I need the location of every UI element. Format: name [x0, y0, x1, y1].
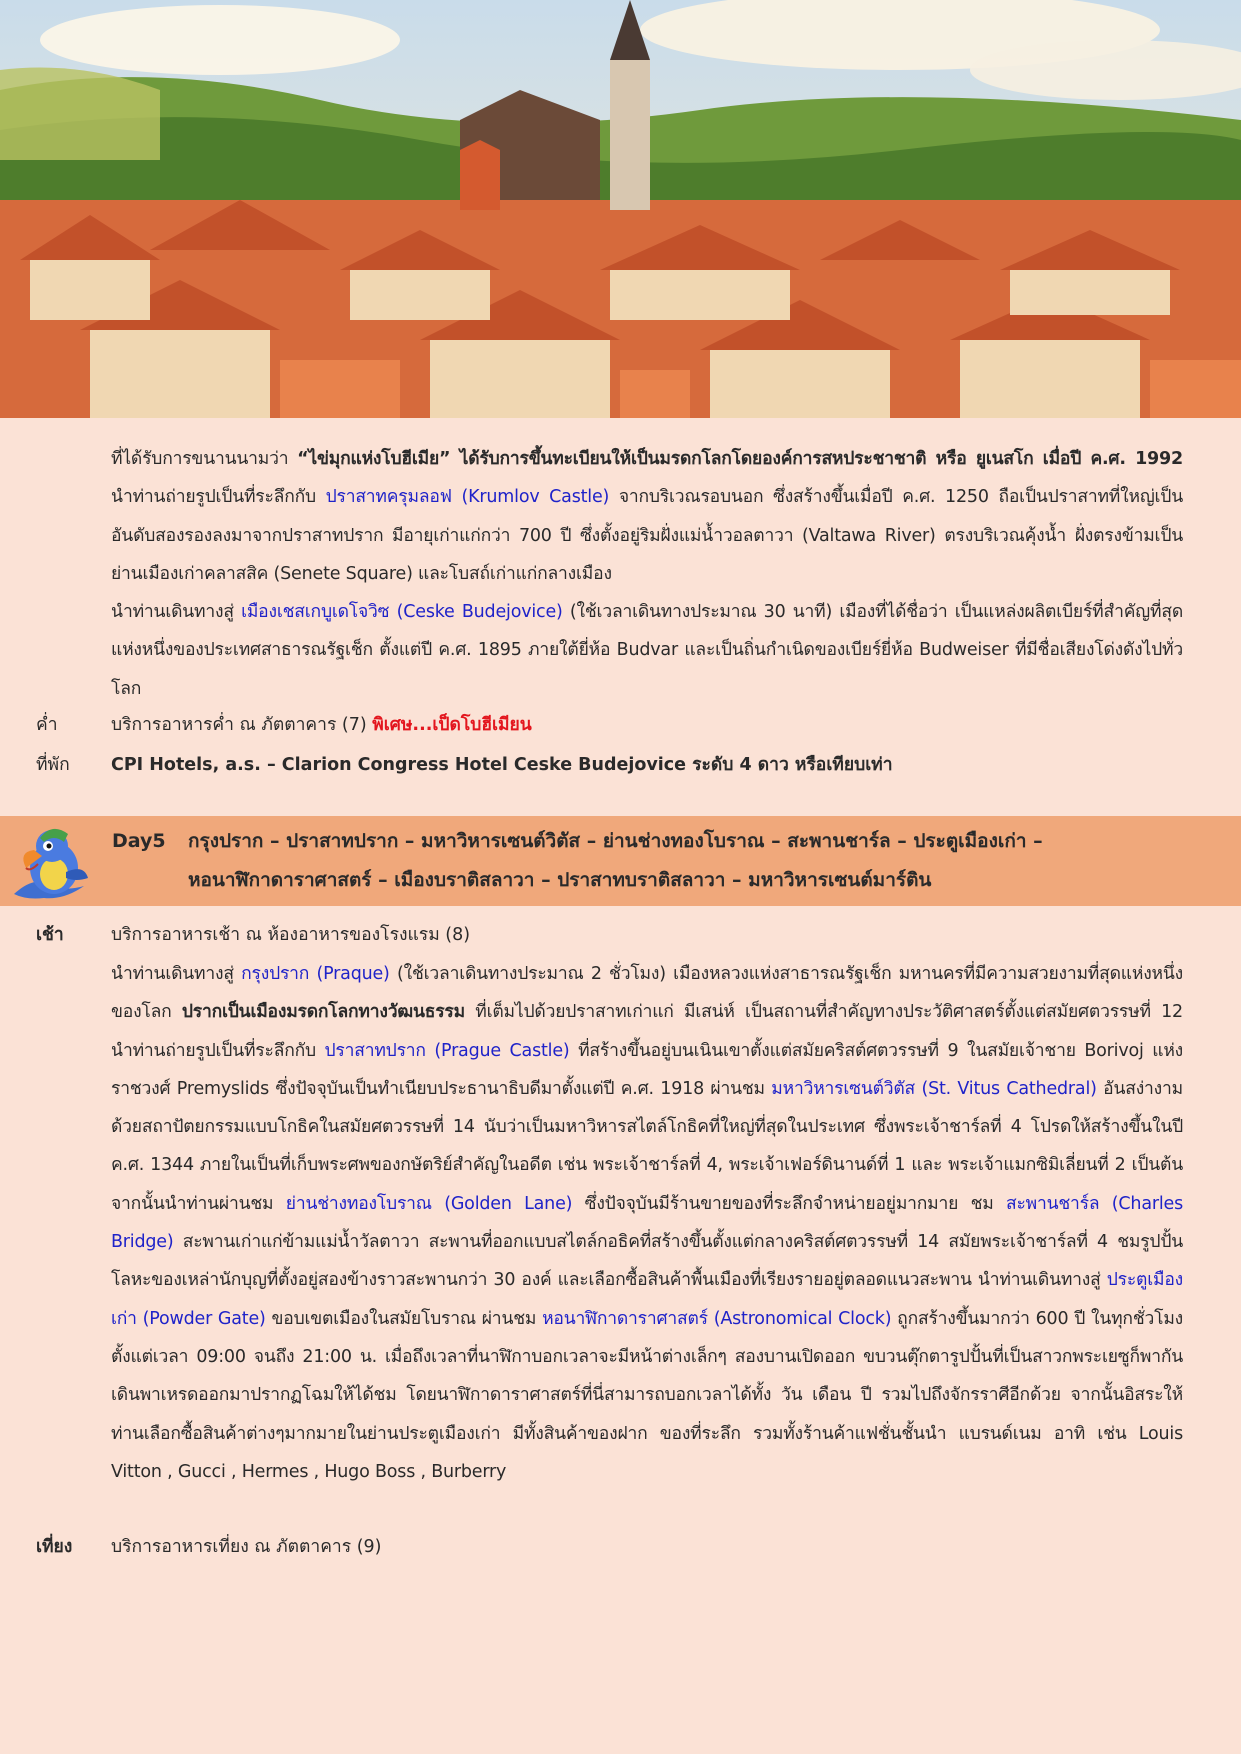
powder-gate-link: ประตูเมืองเก่า (Powder Gate) [111, 1270, 1183, 1329]
prague-text: ที่สร้างขึ้นอยู่บนเนินเขาตั้งแต่สมัยคริสต์ศตวรรษที่ 9 ในสมัยเจ้าชาย Borivoj แห่งราชวงศ์ Premyslids ซึ่งปัจจุบันเป็นทำเนียบประธานาธิบดีมาตั้งแต่ปี ค.ศ. 1918 ผ่านชม [111, 1040, 1183, 1099]
hero-image [0, 0, 1241, 418]
parrot-icon [4, 816, 94, 906]
day-route-line-1: กรุงปราก – ปราสาทปราก – มหาวิหารเซนต์วิตัส – ย่านช่างทองโบราณ – สะพานชาร์ล – ประตูเมืองเก่า – [188, 830, 1043, 852]
prague-text: นำท่านเดินทางสู่ [111, 964, 242, 984]
dinner-label: ค่ำ [36, 715, 58, 735]
prague-link: กรุงปราก (Praque) [241, 964, 390, 984]
st-vitus-cathedral-link: มหาวิหารเซนต์วิตัส (St. Vitus Cathedral) [771, 1078, 1097, 1099]
intro-text: ที่ได้รับการขนานนามว่า [111, 449, 298, 469]
breakfast-label: เช้า [36, 925, 64, 945]
ceske-budejovice-link: เมืองเชสเกบูเดโจวิซ (Ceske Budejovice) [241, 602, 563, 622]
intro-text: จากบริเวณรอบนอก ซึ่งสร้างขึ้นเมื่อปี ค.ศ. 1250 ถือเป็นปราสาทที่ใหญ่เป็นอันดับสองรองลงมาจากปราสาทปราก มีอายุเก่าแก่กว่า 700 ปี ซึ่งตั้งอยู่ริมฝั่งแม่น้ำวอลตาวา (Valtawa River) ตรงบริเวณคุ้งน้ำ ฝั่งตรงข้ามเป็นย่านเมืองเก่าคลาสสิค (Senete Square) และโบสถ์เก่าแก่กลางเมือง [111, 487, 1183, 584]
breakfast-text: บริการอาหารเช้า ณ ห้องอาหารของโรงแรม (8) [111, 925, 471, 945]
lunch-label: เที่ยง [36, 1537, 73, 1557]
intro-text: นำท่านถ่ายรูปเป็นที่ระลึกกับ [111, 487, 326, 508]
golden-lane-link: ย่านช่างทองโบราณ (Golden Lane) [285, 1193, 573, 1214]
ceske-text: นำท่านเดินทางสู่ [111, 602, 242, 622]
dinner-row [111, 706, 532, 744]
prague-heritage-highlight: ปรากเป็นเมืองมรดกโลกทางวัฒนธรรม [181, 1002, 465, 1023]
prague-text: ซึ่งปัจจุบันมีร้านขายของที่ระลึกจำหน่ายอยู่มากมาย ชม [572, 1193, 1006, 1214]
dinner-special: พิเศษ...เป็ดโบฮีเมียน [372, 715, 532, 735]
prague-paragraph [111, 955, 1183, 1491]
prague-text: สะพานเก่าแก่ข้ามแม่น้ำวัลตาวา สะพานที่ออกแบบสไตล์กอธิคที่สร้างขึ้นตั้งแต่กลางคริสต์ศตวรรษที่ 14 สมัยพระเจ้าชาร์ลที่ 4 ชมรูปปั้นโลหะของเหล่านักบุญที่ตั้งอยู่สองข้างราวสะพานกว่า 30 องค์ และเลือกซื้อสินค้าพื้นเมืองที่เรียงรายอยู่ตลอดแนวสะพาน นำท่านเดินทางสู่ [111, 1232, 1183, 1291]
prague-text: (ใช้เวลาเดินทางประมาณ 2 ชั่วโมง) เมืองหลวงแห่งสาธารณรัฐเช็ก มหานครที่มีความสวยงามที่สุดแห่งหนึ่งของโลก [111, 964, 1183, 1023]
hotel-label: ที่พัก [36, 755, 70, 775]
ceske-paragraph [111, 593, 1183, 708]
krumlov-castle-link: ปราสาทครุมลอฟ (Krumlov Castle) [325, 487, 610, 508]
intro-paragraph [111, 440, 1183, 593]
prague-text: ขอบเขตเมืองในสมัยโบราณ ผ่านชม [265, 1308, 543, 1329]
prague-castle-link: ปราสาทปราก (Prague Castle) [324, 1040, 570, 1061]
astronomical-clock-link: หอนาฬิกาดาราศาสตร์ (Astronomical Clock) [542, 1308, 892, 1329]
lunch-text: บริการอาหารเที่ยง ณ ภัตตาคาร (9) [111, 1537, 382, 1557]
prague-text: ถูกสร้างขึ้นมากว่า 600 ปี ในทุกชั่วโมงตั้งแต่เวลา 09:00 จนถึง 21:00 น. เมื่อถึงเวลาที่นาฬิกาบอกเวลาจะมีหน้าต่างเล็กๆ สองบานเปิดออก ขบวนตุ๊กตารูปปั้นที่เป็นสาวกพระเยซูก็พากันเดินพาเหรดออกมาปรากฏโฉมให้ได้ชม โดยนาฬิกาดาราศาสตร์ที่นี่สามารถบอกเวลาได้ทั้ง วัน เดือน ปี รวมไปถึงจักรราศีอีกด้วย จากนั้นอิสระให้ท่านเลือกซื้อสินค้าต่างๆมากมายในย่านประตูเมืองเก่า มีทั้งสินค้าของฝาก ของที่ระลึก รวมทั้งร้านค้าแฟชั่นชั้นนำ แบรนด์เนม อาทิ เช่น Louis Vitton , Gucci , Hermes , Hugo Boss , Burberry [111, 1308, 1184, 1482]
charles-bridge-link: สะพานชาร์ล (Charles Bridge) [111, 1193, 1183, 1253]
dinner-text: บริการอาหารค่ำ ณ ภัตตาคาร (7) [111, 715, 373, 735]
intro-highlight: “ไข่มุกแห่งโบฮีเมีย” ได้รับการขึ้นทะเบียนให้เป็นมรดกโลกโดยองค์การสหประชาชาติ หรือ ยูเนสโก เมื่อปี ค.ศ. 1992 [297, 449, 1183, 469]
day-number: Day5 [112, 830, 166, 852]
hotel-text: CPI Hotels, a.s. – Clarion Congress Hotel Ceske Budejovice ระดับ 4 ดาว หรือเทียบเท่า [111, 755, 893, 775]
day-route-line-2: หอนาฬิกาดาราศาสตร์ – เมืองบราติสลาวา – ปราสาทบราติสลาวา – มหาวิหารเซนต์มาร์ติน [188, 869, 932, 891]
ceske-text: (ใช้เวลาเดินทางประมาณ 30 นาที) เมืองที่ได้ชื่อว่า เป็นแหล่งผลิตเบียร์ที่สำคัญที่สุดแห่งหนึ่งของประเทศสาธารณรัฐเช็ก ตั้งแต่ปี ค.ศ. 1895 ภายใต้ยี่ห้อ Budvar และเป็นถิ่นกำเนิดของเบียร์ยี่ห้อ Budweiser ที่มีชื่อเสียงโด่งดังไปทั่วโลก [111, 602, 1183, 699]
prague-text: ที่เต็มไปด้วยปราสาทเก่าแก่ มีเสน่ห์ เป็นสถานที่สำคัญทางประวัติศาสตร์ตั้งแต่สมัยศตวรรษที่ 12 นำท่านถ่ายรูปเป็นที่ระลึกกับ [111, 1002, 1183, 1061]
prague-text: อันสง่างามด้วยสถาปัตยกรรมแบบโกธิคในสมัยศตวรรษที่ 14 นับว่าเป็นมหาวิหารสไตล์โกธิคที่ใหญ่ที่สุดในประเทศ ซึ่งพระเจ้าชาร์ลที่ 4 โปรดให้สร้างขึ้นในปี ค.ศ. 1344 ภายในเป็นที่เก็บพระศพของกษัตริย์สำคัญในอดีต เช่น พระเจ้าชาร์ลที่ 4, พระเจ้าเฟอร์ดินานด์ที่ 1 และ พระเจ้าแมกซิมิเลี่ยนที่ 2 เป็นต้น จากนั้นนำท่านผ่านชม [111, 1078, 1183, 1214]
